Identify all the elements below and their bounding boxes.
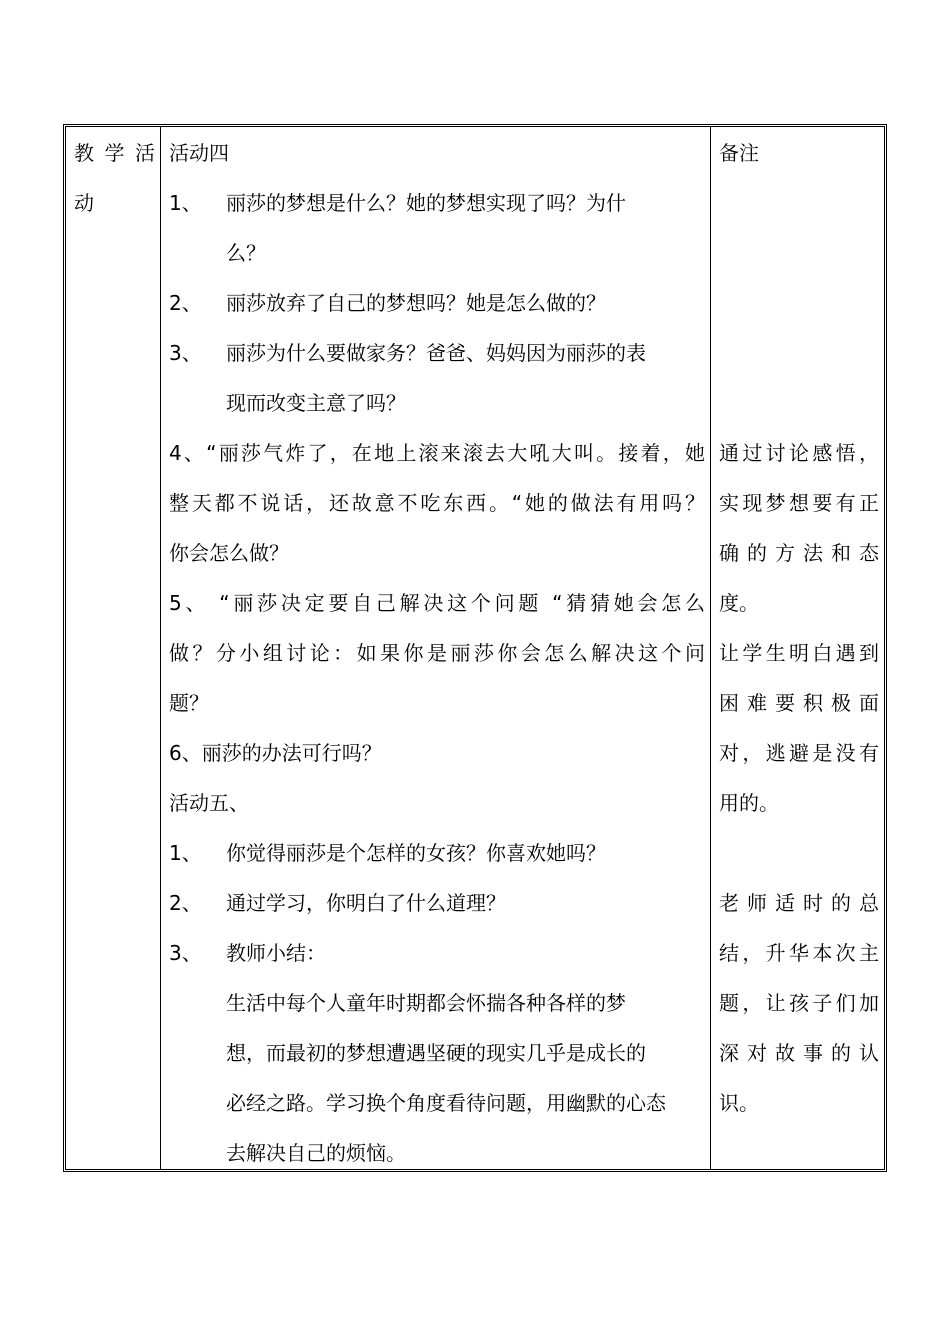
item-number: 3、: [169, 341, 202, 365]
note-text: 结，升华本次主: [719, 941, 879, 965]
item-number: 2、: [169, 891, 202, 915]
question-item: [169, 837, 705, 887]
item-number: 2、: [169, 291, 202, 315]
summary-text: 去解决自己的烦恼。: [226, 1141, 406, 1165]
question-item: [169, 887, 705, 937]
label-text: 动: [74, 191, 94, 215]
question-item: [169, 937, 705, 987]
question-text: 你会怎么做？: [169, 541, 289, 565]
note-text: 实现梦想要有正: [719, 491, 879, 515]
question-item: [169, 187, 705, 237]
note-text: 对，逃避是没有: [719, 741, 879, 765]
activity-title: 活动五、: [169, 791, 249, 815]
question-text: 丽莎为什么要做家务？爸爸、妈妈因为丽莎的表: [226, 341, 646, 365]
question-text: 做？分小组讨论：如果你是丽莎你会怎么解决这个问: [169, 641, 705, 665]
summary-text: 必经之路。学习换个角度看待问题，用幽默的心态: [226, 1091, 666, 1115]
question-text: 你觉得丽莎是个怎样的女孩？你喜欢她吗？: [226, 841, 606, 865]
note-text: 通过讨论感悟，: [719, 441, 879, 465]
content-cell: [161, 127, 711, 1169]
summary-text: 想，而最初的梦想遭遇坚硬的现实几乎是成长的: [226, 1041, 646, 1065]
note-text: 度。: [719, 591, 759, 615]
question-text: 题？: [169, 691, 209, 715]
item-number: 1、: [169, 191, 202, 215]
question-text: 丽莎的梦想是什么？她的梦想实现了吗？为什: [226, 191, 626, 215]
question-text: 6、丽莎的办法可行吗？: [169, 741, 382, 765]
label-text: 教学活: [74, 141, 155, 165]
question-item: [169, 287, 705, 337]
activity-title: 活动四: [169, 141, 229, 165]
note-text: 用的。: [719, 791, 779, 815]
question-text: 4、“丽莎气炸了，在地上滚来滚去大吼大叫。接着，她: [169, 441, 705, 465]
summary-text: 生活中每个人童年时期都会怀揣各种各样的梦: [226, 991, 626, 1015]
note-text: 识。: [719, 1091, 759, 1115]
question-text: 现而改变主意了吗？: [226, 391, 406, 415]
question-text: 通过学习，你明白了什么道理？: [226, 891, 506, 915]
note-text: 题，让孩子们加: [719, 991, 879, 1015]
question-text: 教师小结：: [226, 941, 326, 965]
lesson-table: [63, 124, 887, 1172]
question-text: 么？: [226, 241, 266, 265]
item-number: 1、: [169, 841, 202, 865]
note-text: 深对故事的认: [719, 1041, 879, 1065]
question-text: 整天都不说话，还故意不吃东西。“她的做法有用吗？: [169, 491, 705, 515]
question-item: [169, 337, 705, 387]
note-text: 困难要积极面: [719, 691, 879, 715]
note-text: 确的方法和态: [719, 541, 879, 565]
notes-cell: [711, 127, 887, 1169]
note-text: 老师适时的总: [719, 891, 879, 915]
question-text: 5、 “丽莎决定要自己解决这个问题 “猜猜她会怎么: [169, 591, 705, 615]
question-text: 丽莎放弃了自己的梦想吗？她是怎么做的？: [226, 291, 606, 315]
note-text: 让学生明白遇到: [719, 641, 879, 665]
notes-header: 备注: [719, 141, 759, 165]
label-cell: [66, 127, 161, 1169]
item-number: 3、: [169, 941, 202, 965]
